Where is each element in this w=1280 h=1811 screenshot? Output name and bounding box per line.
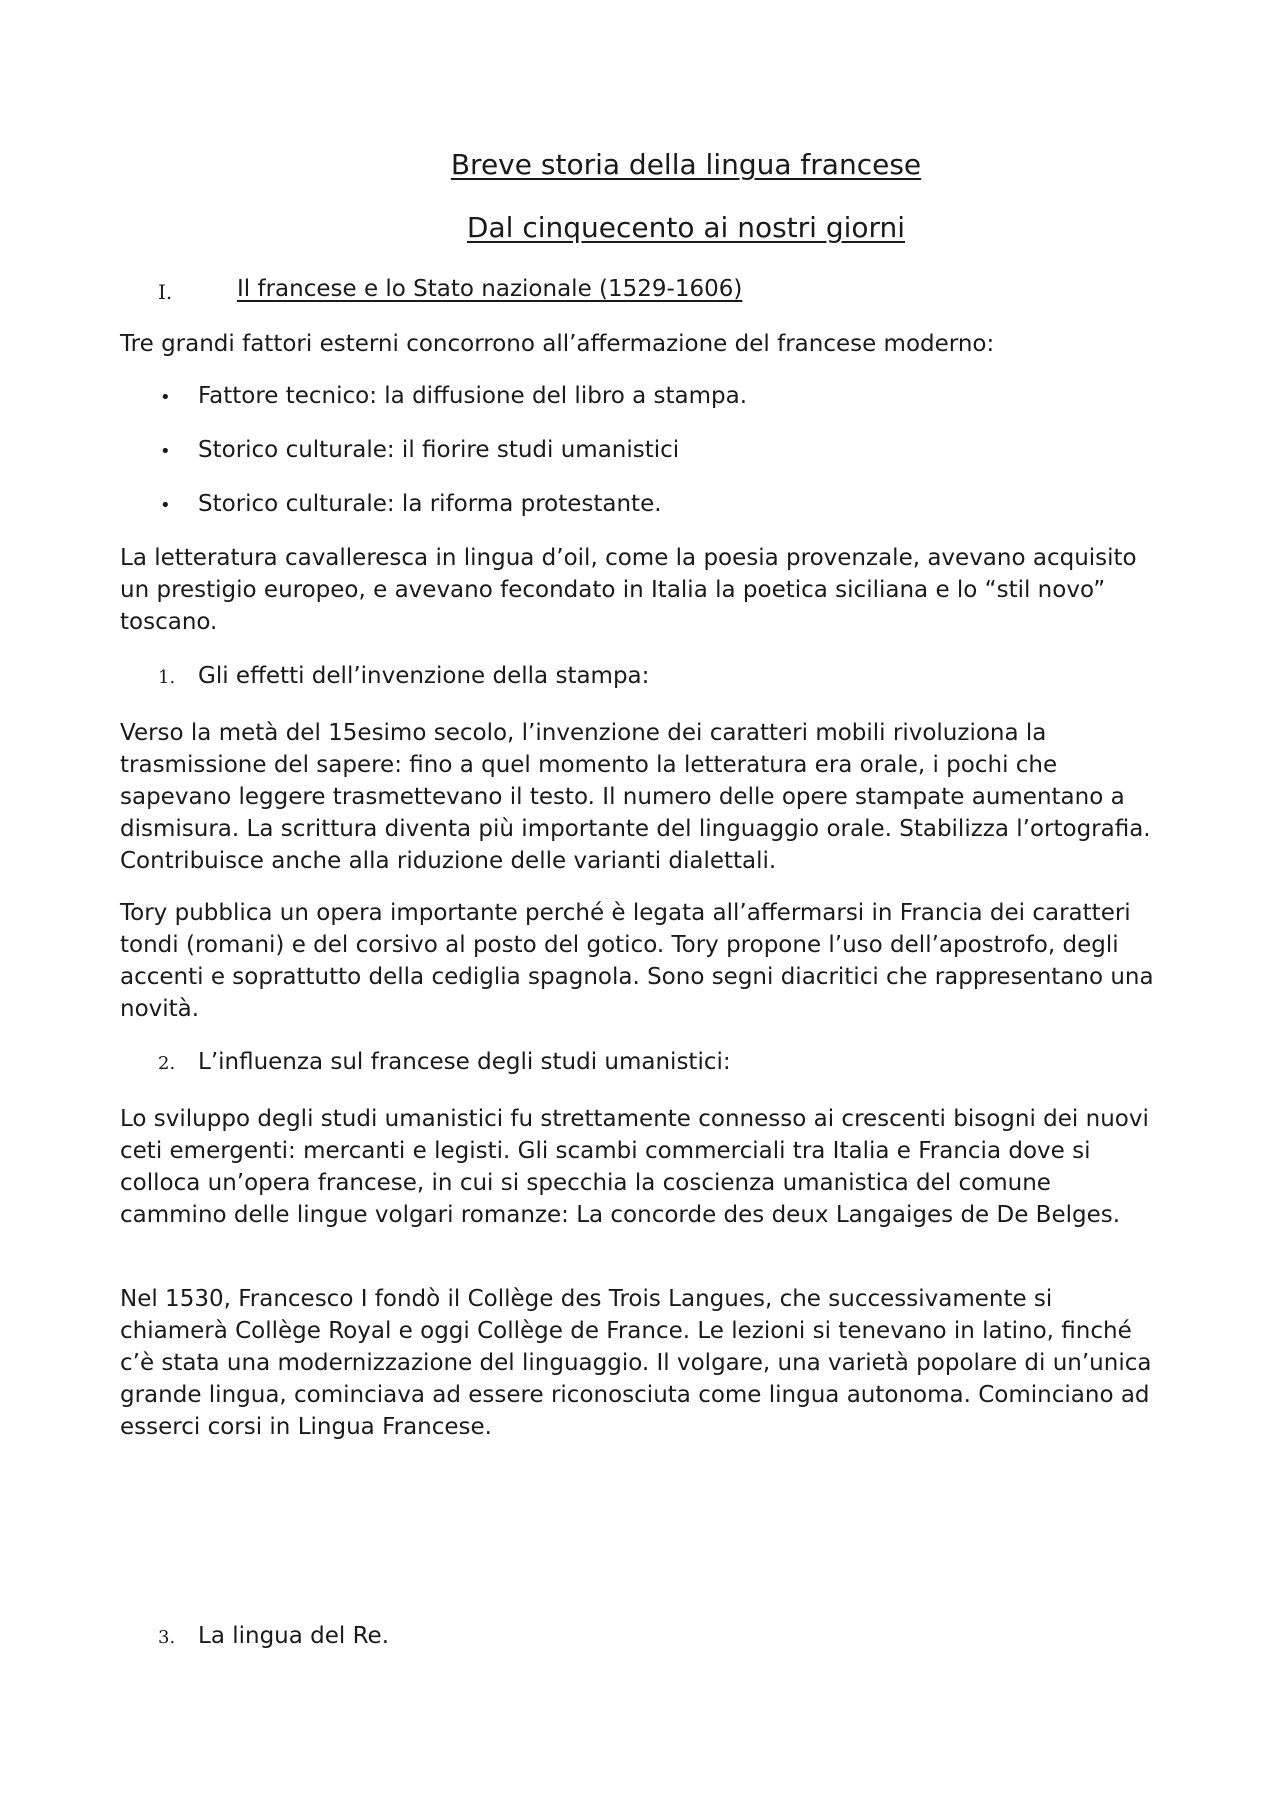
paragraph-1530: Nel 1530, Francesco I fondò il Collège des Trois Langues, che successivamente si chiamerà Collège Royal e oggi Collège de France. Le lezioni si tenevano in latino, finché c’è stata una modernizzazione del linguaggio. Il volgare, una varietà popolare di un’unica grande lingua, cominciava ad essere riconosciuta come lingua autonoma. Cominciano ad esserci corsi in Lingua Francese. [120, 1286, 1152, 1440]
subsection-marker: 1. [158, 667, 176, 688]
document-subtitle: Dal cinquecento ai nostri giorni [466, 211, 906, 244]
subsection-heading: L’influenza sul francese degli studi umanistici: [198, 1049, 731, 1075]
bullet-marker: • [160, 441, 171, 462]
bullet-marker: • [160, 387, 171, 408]
bullet-item: Fattore tecnico: la diffusione del libro a stampa. [198, 383, 748, 409]
bullet-item: Storico culturale: il fiorire studi umanistici [198, 437, 680, 463]
paragraph-sviluppo: Lo sviluppo degli studi umanistici fu strettamente connesso ai crescenti bisogni dei nuovi ceti emergenti: mercanti e legisti. Gli scambi commerciali tra Italia e Francia dove si colloca un’opera francese, in cui si specchia la coscienza umanistica del comune cammino delle lingue volgari romanze: La concorde des deux Langaiges de De Belges. [120, 1106, 1149, 1228]
subsection-heading: La lingua del Re. [198, 1623, 390, 1649]
section-marker: I. [158, 280, 173, 304]
paragraph-letteratura: La letteratura cavalleresca in lingua d’oil, come la poesia provenzale, avevano acquisito un prestigio europeo, e avevano fecondato in Italia la poetica siciliana e lo “stil novo” toscano. [120, 545, 1137, 635]
paragraph-stampa: Verso la metà del 15esimo secolo, l’invenzione dei caratteri mobili rivoluziona la trasmissione del sapere: fino a quel momento la letteratura era orale, i pochi che sapevano leggere trasmettevano il testo. Il numero delle opere stampate aumentano a dismisura. La scrittura diventa più importante del linguaggio orale. Stabilizza l’ortografia. Contribuisce anche alla riduzione delle varianti dialettali. [120, 720, 1151, 874]
intro-paragraph: Tre grandi fattori esterni concorrono all’affermazione del francese moderno: [120, 331, 995, 357]
subsection-marker: 3. [158, 1627, 176, 1648]
section-heading: Il francese e lo Stato nazionale (1529-1606) [237, 276, 743, 302]
bullet-marker: • [160, 495, 171, 516]
bullet-item: Storico culturale: la riforma protestante. [198, 491, 662, 517]
subsection-marker: 2. [158, 1053, 176, 1074]
subsection-heading: Gli effetti dell’invenzione della stampa: [198, 663, 650, 689]
document-title: Breve storia della lingua francese [450, 148, 922, 181]
paragraph-tory: Tory pubblica un opera importante perché è legata all’affermarsi in Francia dei caratteri tondi (romani) e del corsivo al posto del gotico. Tory propone l’uso dell’apostrofo, degli accenti e soprattutto della cediglia spagnola. Sono segni diacritici che rappresentano una novità. [120, 900, 1154, 1022]
